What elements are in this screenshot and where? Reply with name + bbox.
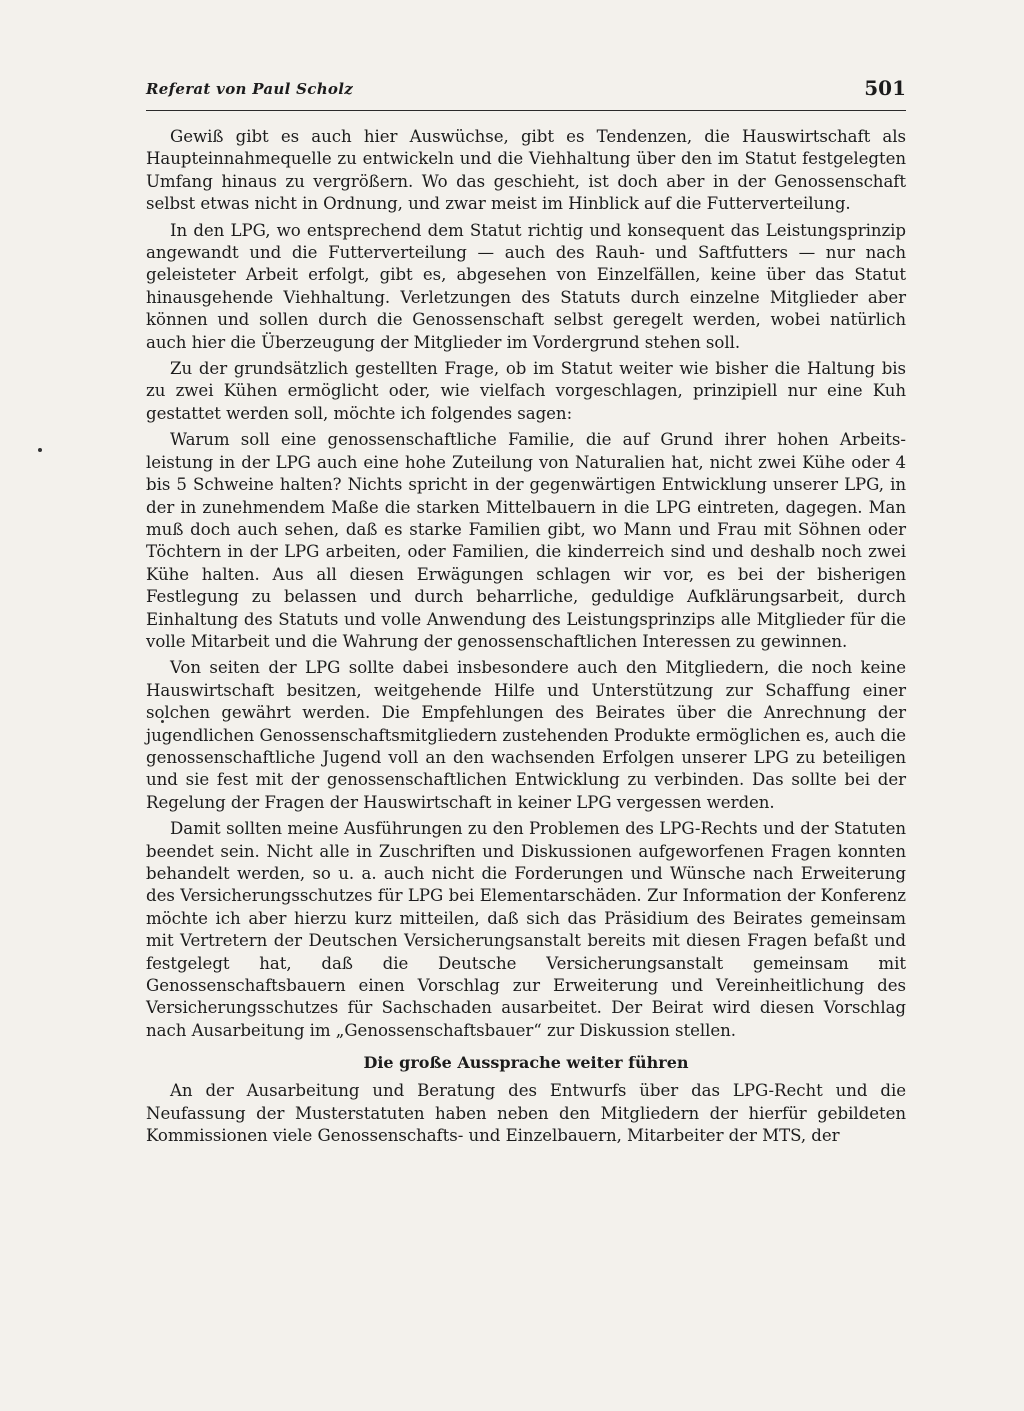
paragraph: Von seiten der LPG sollte dabei insbesondere auch den Mitgliedern, die noch keine Hauswirtschaft besitzen, weitgehende Hilfe und Unterstützung zur Schaffung einer solchen gewährt werden. Die Empfehlungen des Beirates über die Anrechnung der jugendlichen Genossenschaftsmitgliedern zustehenden Produkte ermöglichen es, auch die genossenschaftliche Jugend voll an den wachsenden Erfolgen unserer LPG zu beteiligen und sie fest mit der genossenschaftlichen Entwicklung zu verbinden. Das sollte bei der Regelung der Fragen der Hauswirtschaft in keiner LPG vergessen werden. <box>146 658 906 812</box>
margin-mark <box>38 448 42 452</box>
running-head: Referat von Paul Scholz <box>146 80 354 98</box>
paragraph: Zu der grundsätzlich gestellten Frage, ob im Statut weiter wie bisher die Haltung bis zu zwei Kühen ermöglicht oder, wie vielfach vorgeschlagen, prinzipiell nur eine Kuh gestattet werden soll, möchte ich folgendes sagen: <box>146 359 906 423</box>
paragraph: Gewiß gibt es auch hier Auswüchse, gibt es Tendenzen, die Hauswirtschaft als Haupteinnahmequelle zu entwickeln und die Viehhaltung über den im Statut festgelegten Umfang hinaus zu vergrößern. Wo das geschieht, ist doch aber in der Genossenschaft selbst etwas nicht in Ordnung, und zwar meist im Hinblick auf die Futterverteilung. <box>146 127 906 214</box>
paragraph: In den LPG, wo entsprechend dem Statut richtig und konsequent das Leistungsprinzip angewandt und die Futterverteilung — auch des Rauh- und Saftfutters — nur nach geleisteter Arbeit erfolgt, gibt es, abgesehen von Einzelfällen, keine über das Statut hinausgehende Viehhaltung. Verletzungen des Statuts durch einzelne Mitglieder aber können und sollen durch die Genossenschaft selbst geregelt werden, wobei natürlich auch hier die Überzeugung der Mitglieder im Vordergrund stehen soll. <box>146 220 906 352</box>
body-text <box>146 126 906 1151</box>
paragraph: Damit sollten meine Ausführungen zu den Problemen des LPG-Rechts und der Statuten beendet sein. Nicht alle in Zuschriften und Diskussionen aufgeworfenen Fragen konnten behandelt werden, so u. a. auch nicht die Forderungen und Wünsche nach Erweiterung des Versicherungsschutzes für LPG bei Elementarschäden. Zur Information der Konferenz möchte ich aber hierzu kurz mitteilen, daß sich das Präsidium des Beirates gemeinsam mit Vertretern der Deutschen Versicherungsanstalt bereits mit diesen Fragen befaßt und festgelegt hat, daß die Deutsche Versicherungsanstalt gemeinsam mit Genossenschaftsbauern einen Vorschlag zur Erweiterung und Vereinheitlichung des Versicherungsschutzes für Sachschaden ausarbeitet. Der Beirat wird diesen Vorschlag nach Ausarbeitung im „Genossenschaftsbauer“ zur Diskussion stellen. <box>146 819 906 1040</box>
page-number: 501 <box>864 76 906 100</box>
page-header <box>146 76 906 110</box>
paragraph: Warum soll eine genossenschaftliche Familie, die auf Grund ihrer hohen Arbeitsleistung in der LPG auch eine hohe Zuteilung von Naturalien hat, nicht zwei Kühe oder 4 bis 5 Schweine halten? Nichts spricht in der gegenwärtigen Entwicklung unserer LPG, in der in zunehmendem Maße die starken Mittelbauern in die LPG eintreten, dagegen. Man muß doch auch sehen, daß es starke Familien gibt, wo Mann und Frau mit Söhnen oder Töchtern in der LPG arbeiten, oder Familien, die kinderreich sind und deshalb noch zwei Kühe halten. Aus all diesen Erwägungen schlagen wir vor, es bei der bisherigen Festlegung zu belassen und durch beharrliche, geduldige Aufklärungsarbeit, durch Einhaltung des Statuts und volle Anwendung des Leistungsprinzips alle Mitglieder für die volle Mitarbeit und die Wahrung der genossenschaftlichen Interessen zu gewinnen. <box>146 430 906 651</box>
paragraph: An der Ausarbeitung und Beratung des Entwurfs über das LPG-Recht und die Neufassung der Musterstatuten haben neben den Mitgliedern der hierfür gebildeten Kommissionen viele Genossenschafts- und Einzelbauern, Mitarbeiter der MTS, der <box>146 1081 906 1146</box>
section-heading: Die große Aussprache weiter führen <box>363 1053 689 1073</box>
header-rule <box>146 110 906 111</box>
